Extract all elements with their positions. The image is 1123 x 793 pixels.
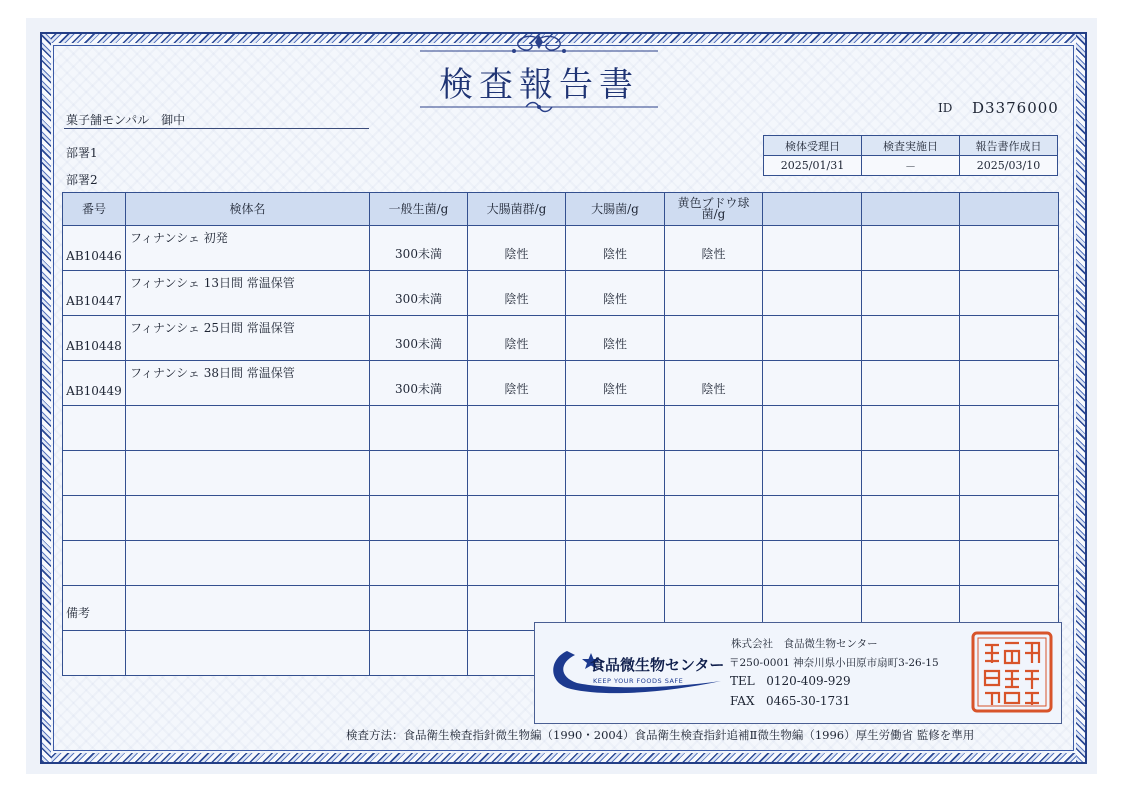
result-cell bbox=[468, 451, 566, 496]
company-seal-stamp bbox=[971, 631, 1053, 713]
result-cell: 陰性 bbox=[468, 316, 566, 361]
result-cell bbox=[960, 541, 1059, 586]
result-cell bbox=[763, 271, 862, 316]
frame-band-bottom bbox=[42, 753, 1085, 762]
table-row bbox=[63, 406, 1059, 451]
test-date: － bbox=[862, 156, 960, 176]
result-cell: 陰性 bbox=[566, 361, 665, 406]
result-cell: 陰性 bbox=[468, 226, 566, 271]
sample-name-cell bbox=[126, 541, 370, 586]
fax-number: 0465-30-1731 bbox=[765, 694, 851, 708]
table-row bbox=[63, 541, 1059, 586]
company-logo-tagline: KEEP YOUR FOODS SAFE bbox=[593, 677, 684, 685]
received-date: 2025/01/31 bbox=[764, 156, 862, 176]
report-date: 2025/03/10 bbox=[960, 156, 1058, 176]
result-cell bbox=[862, 361, 960, 406]
company-fax bbox=[730, 694, 850, 708]
company-name: 株式会社 食品微生物センター bbox=[731, 638, 878, 650]
sample-number-cell bbox=[63, 406, 126, 451]
result-cell: 陰性 bbox=[566, 226, 665, 271]
result-cell: 300未満 bbox=[370, 226, 468, 271]
result-cell bbox=[763, 541, 862, 586]
sample-name-cell: フィナンシェ 13日間 常温保管 bbox=[126, 271, 370, 316]
result-cell bbox=[370, 496, 468, 541]
result-cell bbox=[960, 316, 1059, 361]
result-cell bbox=[763, 496, 862, 541]
table-row bbox=[63, 271, 1059, 316]
sample-name-cell bbox=[126, 451, 370, 496]
column-header bbox=[763, 193, 862, 226]
frame-band-right bbox=[1076, 34, 1085, 762]
result-cell: 陰性 bbox=[566, 271, 665, 316]
column-header: 一般生菌/g bbox=[370, 193, 468, 226]
column-header: 番号 bbox=[63, 193, 126, 226]
result-cell bbox=[763, 451, 862, 496]
result-cell bbox=[468, 541, 566, 586]
page-title: 検査報告書 bbox=[439, 65, 639, 105]
document-id-label: ID bbox=[938, 101, 953, 115]
result-cell bbox=[665, 496, 763, 541]
result-cell bbox=[960, 496, 1059, 541]
test-method-note: 検査方法：食品衛生検査指針微生物編（1990・2004）食品衛生検査指針追補Ⅱ微生物編（1996）厚生労働省 監修を準用 bbox=[346, 728, 975, 742]
results-table bbox=[62, 192, 1059, 676]
result-cell bbox=[370, 541, 468, 586]
fax-label: FAX bbox=[730, 694, 755, 708]
result-cell bbox=[960, 226, 1059, 271]
result-cell bbox=[763, 316, 862, 361]
document-id: D3376000 bbox=[972, 99, 1059, 117]
result-cell bbox=[763, 226, 862, 271]
result-cell bbox=[370, 586, 468, 631]
dates-table bbox=[763, 135, 1058, 176]
sample-number-cell: AB10446 bbox=[63, 226, 126, 271]
remarks-label: 備考 bbox=[66, 606, 91, 620]
column-header: 検体名 bbox=[126, 193, 370, 226]
column-header: 大腸菌/g bbox=[566, 193, 665, 226]
table-header-row bbox=[63, 193, 1059, 226]
title-block bbox=[414, 33, 664, 123]
sample-number-cell bbox=[63, 496, 126, 541]
sample-name-cell: フィナンシェ 38日間 常温保管 bbox=[126, 361, 370, 406]
addressee: 菓子舗モンパル 御中 bbox=[66, 113, 186, 127]
result-cell bbox=[862, 226, 960, 271]
sample-name-cell bbox=[126, 586, 370, 631]
table-row bbox=[63, 361, 1059, 406]
table-row bbox=[63, 226, 1059, 271]
result-cell bbox=[960, 406, 1059, 451]
result-cell bbox=[665, 541, 763, 586]
result-cell bbox=[862, 406, 960, 451]
result-cell bbox=[960, 361, 1059, 406]
result-cell bbox=[468, 406, 566, 451]
sample-name-cell bbox=[126, 496, 370, 541]
result-cell bbox=[370, 406, 468, 451]
received-date-header: 検体受理日 bbox=[764, 136, 862, 156]
company-logo-text: 食品微生物センター bbox=[590, 656, 725, 674]
company-address: 〒250-0001 神奈川県小田原市扇町3-26-15 bbox=[729, 657, 939, 669]
sample-name-cell bbox=[126, 631, 370, 676]
result-cell bbox=[960, 451, 1059, 496]
result-cell: 300未満 bbox=[370, 361, 468, 406]
result-cell bbox=[665, 406, 763, 451]
company-box bbox=[534, 622, 1062, 724]
result-cell: 陰性 bbox=[665, 361, 763, 406]
title-ornament-bottom bbox=[414, 99, 664, 115]
column-header bbox=[862, 193, 960, 226]
result-cell bbox=[763, 406, 862, 451]
sample-name-cell: フィナンシェ 初発 bbox=[126, 226, 370, 271]
company-tel bbox=[730, 674, 851, 688]
result-cell bbox=[468, 496, 566, 541]
sample-number-cell bbox=[63, 541, 126, 586]
sample-name-cell: フィナンシェ 25日間 常温保管 bbox=[126, 316, 370, 361]
sample-number-cell bbox=[63, 451, 126, 496]
result-cell: 陰性 bbox=[566, 316, 665, 361]
result-cell bbox=[370, 451, 468, 496]
tel-number: 0120-409-929 bbox=[766, 674, 851, 688]
test-date-header: 検査実施日 bbox=[862, 136, 960, 156]
sample-name-cell bbox=[126, 406, 370, 451]
sample-number-cell: AB10447 bbox=[63, 271, 126, 316]
result-cell bbox=[665, 271, 763, 316]
result-cell bbox=[763, 361, 862, 406]
title-ornament-top bbox=[414, 33, 664, 59]
department-2: 部署2 bbox=[66, 173, 98, 187]
result-cell: 300未満 bbox=[370, 316, 468, 361]
result-cell bbox=[862, 541, 960, 586]
result-cell: 陰性 bbox=[468, 361, 566, 406]
result-cell bbox=[370, 631, 468, 676]
result-cell bbox=[665, 451, 763, 496]
result-cell bbox=[960, 271, 1059, 316]
result-cell bbox=[566, 406, 665, 451]
result-cell bbox=[862, 271, 960, 316]
result-cell: 300未満 bbox=[370, 271, 468, 316]
report-date-header: 報告書作成日 bbox=[960, 136, 1058, 156]
sample-number-cell: AB10449 bbox=[63, 361, 126, 406]
result-cell bbox=[862, 496, 960, 541]
column-header: 大腸菌群/g bbox=[468, 193, 566, 226]
table-row bbox=[63, 451, 1059, 496]
result-cell: 陰性 bbox=[665, 226, 763, 271]
department-1: 部署1 bbox=[66, 146, 98, 160]
column-header bbox=[960, 193, 1059, 226]
result-cell bbox=[862, 316, 960, 361]
sample-number-cell bbox=[63, 631, 126, 676]
addressee-underline bbox=[64, 128, 369, 129]
table-row bbox=[63, 496, 1059, 541]
result-cell bbox=[566, 541, 665, 586]
frame-band-left bbox=[42, 34, 51, 762]
result-cell bbox=[665, 316, 763, 361]
result-cell bbox=[566, 451, 665, 496]
result-cell bbox=[862, 451, 960, 496]
result-cell: 陰性 bbox=[468, 271, 566, 316]
tel-label: TEL bbox=[730, 674, 755, 688]
column-header: 黄色ブドウ球菌/g bbox=[665, 193, 763, 226]
table-row bbox=[63, 316, 1059, 361]
result-cell bbox=[566, 496, 665, 541]
sample-number-cell: AB10448 bbox=[63, 316, 126, 361]
